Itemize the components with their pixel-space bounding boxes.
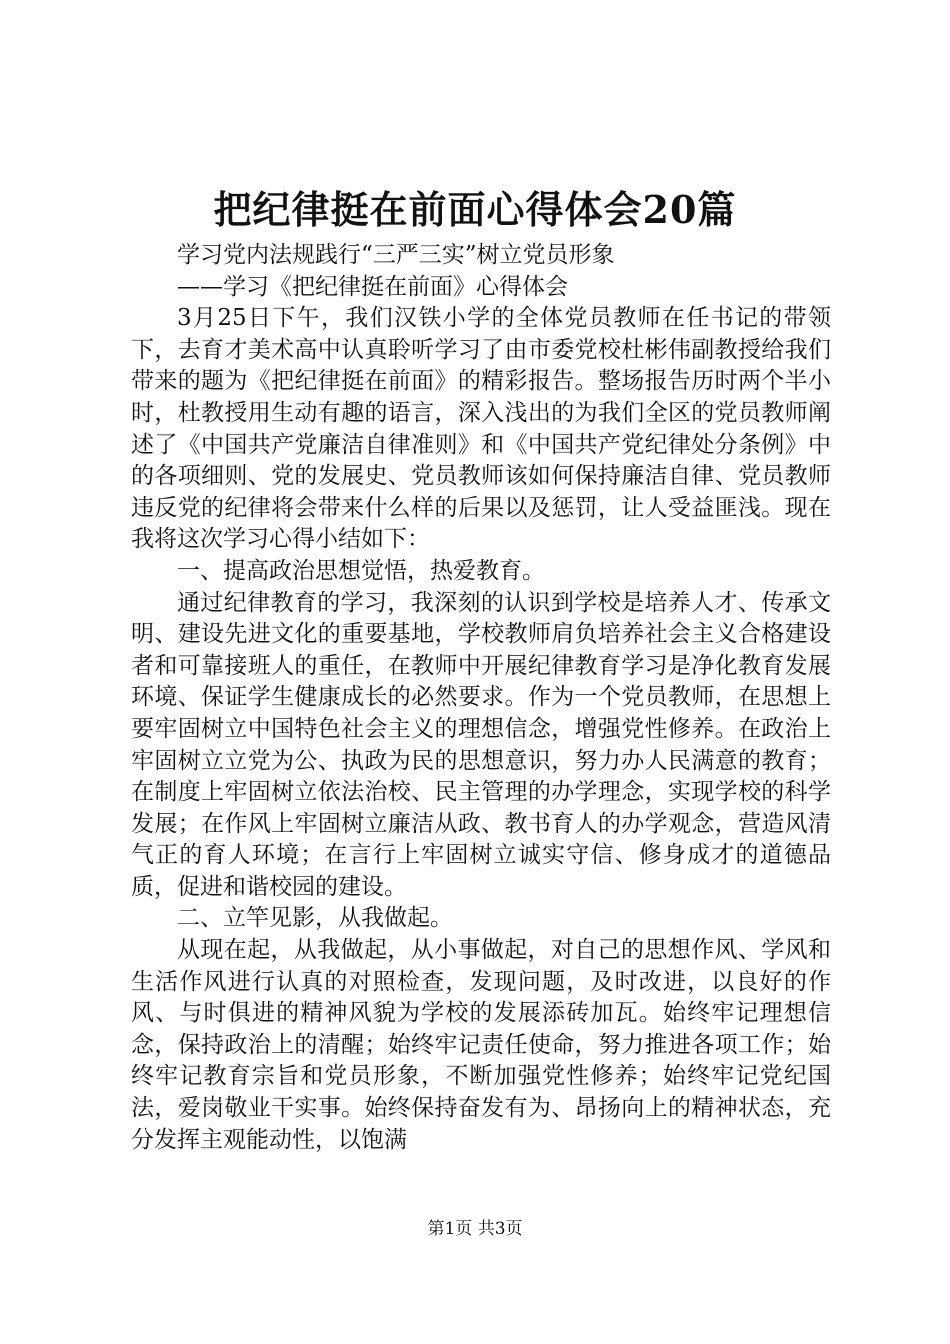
document-title: 把纪律挺在前面心得体会20篇 <box>213 187 737 232</box>
page-number-footer: 第1页 共3页 <box>427 1219 523 1239</box>
subtitle-line: 学习党内法规践行“三严三实”树立党员形象 <box>177 242 615 268</box>
subtitle-line: ——学习《把纪律挺在前面》心得体会 <box>177 273 568 300</box>
body-paragraph: 从现在起，从我做起，从小事做起，对自己的思想作风、学风和生活作风进行认真的对照检查，发现问题，及时改进，以良好的作风、与时俱进的精神风貌为学校的发展添砖加瓦。始终牢记理想信念，保持政治上的清醒；始终牢记责任使命，努力推进各项工作；始终牢记教育宗旨和党员形象，不断加强党性修养；始终牢记党纪国法，爱岗敬业干实事。始终保持奋发有为、昂扬向上的精神状态，充分发挥主观能动性，以饱满 <box>131 937 831 1153</box>
document-body <box>131 240 831 1156</box>
section-heading: 二、立竿见影，从我做起。 <box>177 905 453 932</box>
body-paragraph: 3月25日下午，我们汉铁小学的全体党员教师在任书记的带领下，去育才美术高中认真聆听学习了由市委党校杜彬伟副教授给我们带来的题为《把纪律挺在前面》的精彩报告。整场报告历时两个半小时，杜教授用生动有趣的语言，深入浅出的为我们全区的党员教师阐述了《中国共产党廉洁自律准则》和《中国共产党纪律处分条例》中的各项细则、党的发展史、党员教师该如何保持廉洁自律、党员教师违反党的纪律将会带来什么样的后果以及惩罚，让人受益匪浅。现在我将这次学习心得小结如下： <box>131 305 831 553</box>
body-paragraph: 通过纪律教育的学习，我深刻的认识到学校是培养人才、传承文明、建设先进文化的重要基地，学校教师肩负培养社会主义合格建设者和可靠接班人的重任，在教师中开展纪律教育学习是净化教育发展环境、保证学生健康成长的必然要求。作为一个党员教师，在思想上要牢固树立中国特色社会主义的理想信念，增强党性修养。在政治上牢固树立立党为公、执政为民的思想意识，努力办人民满意的教育；在制度上牢固树立依法治校、民主管理的办学理念，实现学校的科学发展；在作风上牢固树立廉洁从政、教书育人的办学观念，营造风清气正的育人环境；在言行上牢固树立诚实守信、修身成才的道德品质，促进和谐校园的建设。 <box>131 589 831 900</box>
section-heading: 一、提高政治思想觉悟，热爱教育。 <box>177 557 545 584</box>
